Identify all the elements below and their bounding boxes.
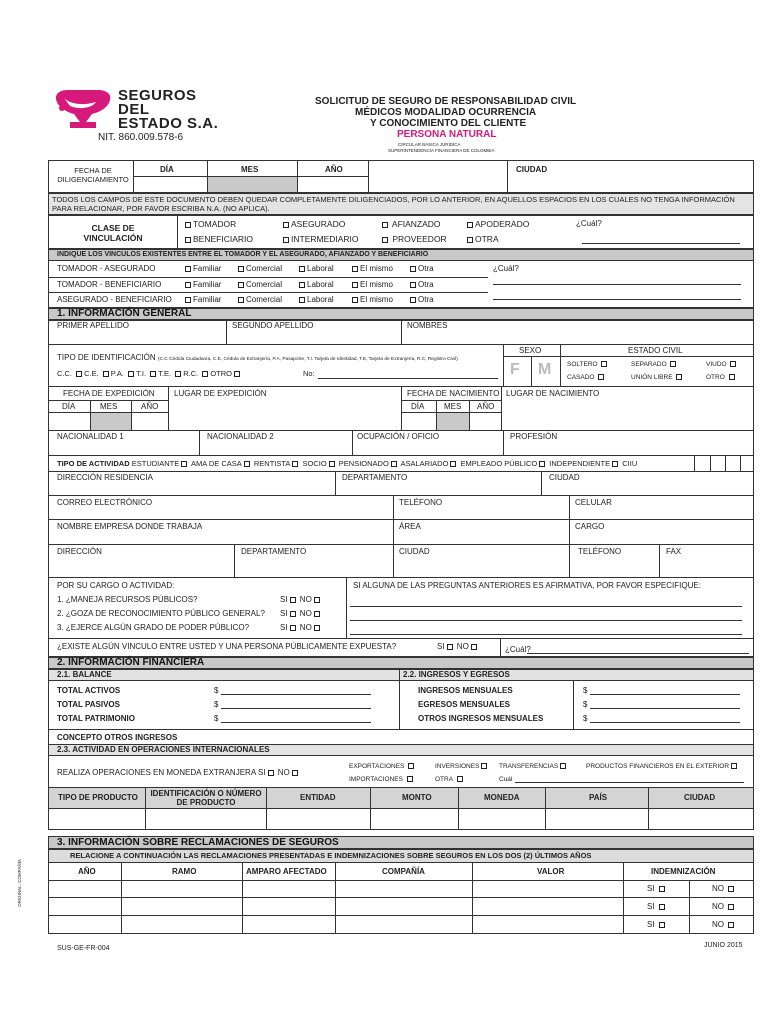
row3-elmismo[interactable]: El mismo: [350, 295, 393, 305]
exp-anio-label: AÑO: [141, 402, 159, 411]
claim-col-indemnizacion: INDEMNIZACIÓN: [651, 867, 716, 876]
col-tipo-producto: TIPO DE PRODUCTO: [58, 793, 138, 802]
vinculo-pep-si-no[interactable]: SI NO: [437, 642, 479, 652]
exp-mes-label: MES: [100, 402, 118, 411]
form-title-2: MÉDICOS MODALIDAD OCURRENCIA: [355, 107, 537, 118]
row3-laboral[interactable]: Laboral: [297, 295, 334, 305]
opt-afianzado[interactable]: AFIANZADO: [380, 219, 441, 229]
sexo-label: SEXO: [519, 346, 542, 355]
ingresos-mensuales-label: INGRESOS MENSUALES: [418, 686, 513, 695]
opt-inversiones[interactable]: INVERSIONES: [435, 762, 489, 772]
ciudad-trabajo-label: CIUDAD: [399, 547, 430, 556]
vinculo-pep-cual-line[interactable]: [527, 653, 749, 654]
vinculo-row-1-label: TOMADOR - ASEGURADO: [57, 264, 156, 273]
section-3-title: 3. INFORMACIÓN SOBRE RECLAMACIONES DE SEGUROS: [57, 837, 339, 848]
ec-viudo[interactable]: VIUDO: [706, 360, 738, 370]
opt-apoderado[interactable]: APODERADO: [465, 219, 529, 229]
col-ciudad: CIUDAD: [684, 793, 716, 802]
id-number-label: No:: [303, 369, 315, 378]
otros-ingresos-label: OTROS INGRESOS MENSUALES: [418, 714, 544, 723]
question-3: 3. ¿EJERCE ALGÚN GRADO DE PODER PÚBLICO?: [57, 623, 250, 632]
nacionalidad-1-label: NACIONALIDAD 1: [57, 432, 124, 441]
form-date: JUNIO 2015: [704, 942, 743, 949]
vinculacion-cual-line[interactable]: [582, 243, 740, 244]
opt-otra-intl[interactable]: OTRA: [435, 775, 465, 785]
opt-intermediario[interactable]: INTERMEDIARIO: [281, 234, 359, 244]
primer-apellido-label: PRIMER APELLIDO: [57, 321, 130, 330]
realiza-operaciones[interactable]: REALIZA OPERACIONES EN MONEDA EXTRANJERA SI NO: [57, 768, 300, 778]
ingresos-dollar: $: [583, 686, 588, 695]
row2-laboral[interactable]: Laboral: [297, 280, 334, 290]
tipo-id-options[interactable]: C.C. C.E. P.A. T.I. T.E. R.C. OTRO: [57, 369, 242, 379]
lugar-nacimiento-label: LUGAR DE NACIMIENTO: [506, 389, 600, 398]
total-pasivos-label: TOTAL PASIVOS: [57, 700, 120, 709]
sexo-m[interactable]: M: [538, 361, 552, 378]
opt-asegurado[interactable]: ASEGURADO: [281, 219, 345, 229]
row1-comercial[interactable]: Comercial: [236, 264, 282, 274]
claim-row-3-no[interactable]: NO: [712, 920, 736, 930]
ec-separado[interactable]: SEPARADO: [631, 360, 678, 370]
tipo-actividad-options[interactable]: TIPO DE ACTIVIDAD ESTUDIANTE AMA DE CASA RENTISTA SOCIO PENSIONADO ASALARIADO EMPLEADO PÚBLICO INDEPENDIENTE CIIU: [57, 459, 638, 468]
segundo-apellido-label: SEGUNDO APELLIDO: [232, 321, 314, 330]
col-monto: MONTO: [402, 793, 432, 802]
ciudad-label: CIUDAD: [516, 165, 548, 174]
cual-intl-line[interactable]: [515, 782, 744, 783]
claim-col-valor: VALOR: [537, 867, 565, 876]
claim-col-ramo: RAMO: [172, 867, 197, 876]
dia-label: DÍA: [160, 165, 174, 174]
vinculos-cual-line-2[interactable]: [493, 299, 741, 300]
anio-input[interactable]: [298, 177, 367, 192]
claim-row-3-si[interactable]: SI: [647, 920, 667, 930]
vinculos-cual-line-1[interactable]: [493, 284, 741, 285]
direccion-label: DIRECCIÓN: [57, 547, 102, 556]
direccion-residencia-label: DIRECCIÓN RESIDENCIA: [57, 473, 154, 482]
vinculos-cual-label: ¿Cuál?: [493, 264, 519, 273]
ocupacion-label: OCUPACIÓN / OFICIO: [357, 432, 440, 441]
product-row-input[interactable]: [49, 809, 753, 829]
balance-label: 2.1. BALANCE: [57, 670, 112, 679]
departamento-label: DEPARTAMENTO: [342, 473, 408, 482]
notice-text: TODOS LOS CAMPOS DE ESTE DOCUMENTO DEBEN QUEDAR COMPLETAMENTE DILIGENCIADOS, POR LO ANTERIOR, EN AQUELLOS ESPACIOS EN LOS CUALES NO TENGA INFORMACIÓN PARA RELACIONAR, POR FAVOR ESCRIBA N.A. (NO APLICA).: [52, 195, 735, 213]
sexo-f[interactable]: F: [510, 361, 520, 378]
lugar-expedicion-label: LUGAR DE EXPEDICIÓN: [174, 389, 267, 398]
company-name: SEGUROS: [118, 87, 197, 104]
claim-row-1-si[interactable]: SI: [647, 884, 667, 894]
section-1-title: 1. INFORMACIÓN GENERAL: [57, 308, 192, 319]
col-moneda: MONEDA: [484, 793, 520, 802]
row3-otra[interactable]: Otra: [408, 295, 434, 305]
q2-si-no[interactable]: SI NO: [280, 609, 322, 619]
claim-row-2-no[interactable]: NO: [712, 902, 736, 912]
egresos-input[interactable]: [590, 708, 740, 709]
activos-dollar: $: [214, 686, 219, 695]
vinculacion-label: CLASE DE VINCULACIÓN: [83, 223, 143, 243]
cual-intl-label: Cuál: [499, 776, 513, 783]
q1-si-no[interactable]: SI NO: [280, 595, 322, 605]
egresos-mensuales-label: EGRESOS MENSUALES: [418, 700, 511, 709]
opt-importaciones[interactable]: IMPORTACIONES: [349, 775, 415, 785]
anio-label: AÑO: [325, 165, 343, 174]
section-2-title: 2. INFORMACIÓN FINANCIERA: [57, 657, 205, 668]
vinculacion-cual-label: ¿Cuál?: [576, 219, 602, 228]
company-name-line2: DEL: [118, 101, 150, 118]
empresa-label: NOMBRE EMPRESA DONDE TRABAJA: [57, 522, 203, 531]
por-cargo-label: POR SU CARGO O ACTIVIDAD:: [57, 581, 175, 590]
row1-laboral[interactable]: Laboral: [297, 264, 334, 274]
opt-otra[interactable]: OTRA: [465, 234, 499, 244]
vinculo-row-2-label: TOMADOR - BENEFICIARIO: [57, 280, 162, 289]
claim-col-amparo: AMPARO AFECTADO: [246, 867, 327, 876]
cargo-label: CARGO: [575, 522, 605, 531]
vinculos-header: INDIQUE LOS VINCULOS EXISTENTES ENTRE EL TOMADOR Y EL ASEGURADO, AFIANZADO Y BENEFICIARIO: [57, 251, 429, 258]
row2-comercial[interactable]: Comercial: [236, 280, 282, 290]
claim-col-anio: AÑO: [78, 867, 96, 876]
exp-dia-label: DÍA: [62, 402, 76, 411]
ec-otro[interactable]: OTRO: [706, 373, 737, 383]
fecha-diligenciamiento-label: FECHA DE DILIGENCIAMIENTO: [57, 166, 129, 184]
nombres-label: NOMBRES: [407, 321, 448, 330]
otros-input[interactable]: [590, 722, 740, 723]
q3-si-no[interactable]: SI NO: [280, 623, 322, 633]
ec-soltero[interactable]: SOLTERO: [567, 360, 609, 370]
row2-elmismo[interactable]: El mismo: [350, 280, 393, 290]
pasivos-dollar: $: [214, 700, 219, 709]
nac-mes-label: MES: [444, 402, 462, 411]
question-1: 1. ¿MANEJA RECURSOS PÚBLICOS?: [57, 595, 198, 604]
company-nit: NIT. 860.009.578-6: [98, 132, 184, 143]
ec-union-libre[interactable]: UNIÓN LIBRE: [631, 373, 684, 383]
ciudad-input[interactable]: [508, 177, 753, 192]
dia-input[interactable]: [134, 177, 206, 192]
opt-exportaciones[interactable]: EXPORTACIONES: [349, 762, 416, 772]
superintendencia-text: SUPERINTENDENCIA FINANCIERA DE COLOMBIA: [388, 148, 495, 153]
tipo-id-label: TIPO DE IDENTIFICACIÓN (C.C Cédula Ciudadanía, C.E, Cédula de Extranjería, P.A, Pasaporte, T.I. Tarjeta de Identidad, T.E, Tarjeta de Extranjería, R.C, Registro Civil): [57, 353, 458, 362]
company-logo: [52, 88, 114, 130]
question-2: 2. ¿GOZA DE RECONOCIMIENTO PÚBLICO GENERAL?: [57, 609, 265, 618]
opt-tomador[interactable]: TOMADOR: [183, 219, 236, 229]
activos-input[interactable]: [221, 694, 371, 695]
opt-transferencias[interactable]: TRANSFERENCIAS: [499, 762, 568, 772]
claim-row-2-si[interactable]: SI: [647, 902, 667, 912]
ingresos-egresos-label: 2.2. INGRESOS Y EGRESOS: [403, 670, 510, 679]
telefono-label: TELÉFONO: [399, 498, 443, 507]
especifique-label: SI ALGUNA DE LAS PREGUNTAS ANTERIORES ES AFIRMATIVA, POR FAVOR ESPECIFIQUE:: [353, 581, 701, 590]
relacione-label: RELACIONE A CONTINUACIÓN LAS RECLAMACIONES PRESENTADAS E INDEMNIZACIONES SOBRE SEGUROS EN LOS DOS (2) ÚLTIMOS AÑOS: [70, 851, 592, 860]
concepto-otros-label: CONCEPTO OTROS INGRESOS: [57, 733, 178, 742]
nac-mes-shaded: [437, 413, 469, 430]
celular-label: CELULAR: [575, 498, 612, 507]
total-patrimonio-label: TOTAL PATRIMONIO: [57, 714, 135, 723]
total-activos-label: TOTAL ACTIVOS: [57, 686, 121, 695]
row3-comercial[interactable]: Comercial: [236, 295, 282, 305]
circular-text: CIRCULAR BÁSICA JURÍDICA: [398, 142, 461, 147]
row3-familiar[interactable]: Familiar: [183, 295, 221, 305]
correo-label: CORREO ELECTRÓNICO: [57, 498, 153, 507]
otros-dollar: $: [583, 714, 588, 723]
area-label: ÁREA: [399, 522, 421, 531]
claim-col-compania: COMPAÑÍA: [382, 867, 425, 876]
row1-elmismo[interactable]: El mismo: [350, 264, 393, 274]
especifique-line-3[interactable]: [350, 634, 742, 635]
ciudad-res-label: CIUDAD: [549, 473, 580, 482]
opt-beneficiario[interactable]: BENEFICIARIO: [183, 234, 253, 244]
row2-otra[interactable]: Otra: [408, 280, 434, 290]
estado-civil-label: ESTADO CIVIL: [628, 346, 683, 355]
opt-proveedor[interactable]: PROVEEDOR: [380, 234, 447, 244]
ec-casado[interactable]: CASADO: [567, 373, 606, 383]
nacionalidad-2-label: NACIONALIDAD 2: [207, 432, 274, 441]
nac-anio-label: AÑO: [477, 402, 495, 411]
especifique-line-2[interactable]: [350, 620, 742, 621]
exp-mes-shaded: [91, 413, 131, 430]
row2-familiar[interactable]: Familiar: [183, 280, 221, 290]
fax-label: FAX: [666, 547, 682, 556]
departamento-trabajo-label: DEPARTAMENTO: [241, 547, 307, 556]
opt-productos-exterior[interactable]: PRODUCTOS FINANCIEROS EN EL EXTERIOR: [586, 762, 739, 772]
telefono-trabajo-label: TELÉFONO: [578, 547, 622, 556]
vinculo-row-3-label: ASEGURADO - BENEFICIARIO: [57, 295, 172, 304]
company-name-line3: ESTADO S.A.: [118, 115, 219, 132]
form-title-3: Y CONOCIMIENTO DEL CLIENTE: [370, 118, 527, 129]
form-title-1: SOLICITUD DE SEGURO DE RESPONSABILIDAD CIVIL: [315, 96, 577, 107]
fecha-nacimiento-label: FECHA DE NACIMIENTO: [407, 389, 500, 398]
patrimonio-input[interactable]: [221, 722, 371, 723]
especifique-line-1[interactable]: [350, 606, 742, 607]
fecha-expedicion-label: FECHA DE EXPEDICIÓN: [63, 389, 155, 398]
claim-row-1-no[interactable]: NO: [712, 884, 736, 894]
row1-familiar[interactable]: Familiar: [183, 264, 221, 274]
profesion-label: PROFESIÓN: [510, 432, 558, 441]
col-identificacion: IDENTIFICACIÓN O NÚMERO DE PRODUCTO: [150, 789, 262, 807]
row1-otra[interactable]: Otra: [408, 264, 434, 274]
vinculo-pep-question: ¿EXISTE ALGÚN VINCULO ENTRE USTED Y UNA PERSONA PÚBLICAMENTE EXPUESTA?: [57, 642, 397, 651]
patrimonio-dollar: $: [214, 714, 219, 723]
nac-dia-label: DÍA: [411, 402, 425, 411]
id-number-line[interactable]: [318, 378, 498, 379]
mes-label: MES: [241, 165, 259, 174]
form-code: SUS-GE-FR-004: [57, 945, 110, 952]
intl-operations-label: 2.3. ACTIVIDAD EN OPERACIONES INTERNACIONALES: [57, 745, 270, 754]
side-note: ORIGINAL: COMPAÑÍA: [16, 859, 22, 907]
egresos-dollar: $: [583, 700, 588, 709]
pasivos-input[interactable]: [221, 708, 371, 709]
mes-shaded-cell: [208, 177, 297, 192]
col-entidad: ENTIDAD: [300, 793, 336, 802]
ingresos-input[interactable]: [590, 694, 740, 695]
form-title-4: PERSONA NATURAL: [397, 129, 497, 140]
vinculo-pep-cual: ¿Cuál?: [505, 645, 531, 654]
col-pais: PAÍS: [589, 793, 608, 802]
